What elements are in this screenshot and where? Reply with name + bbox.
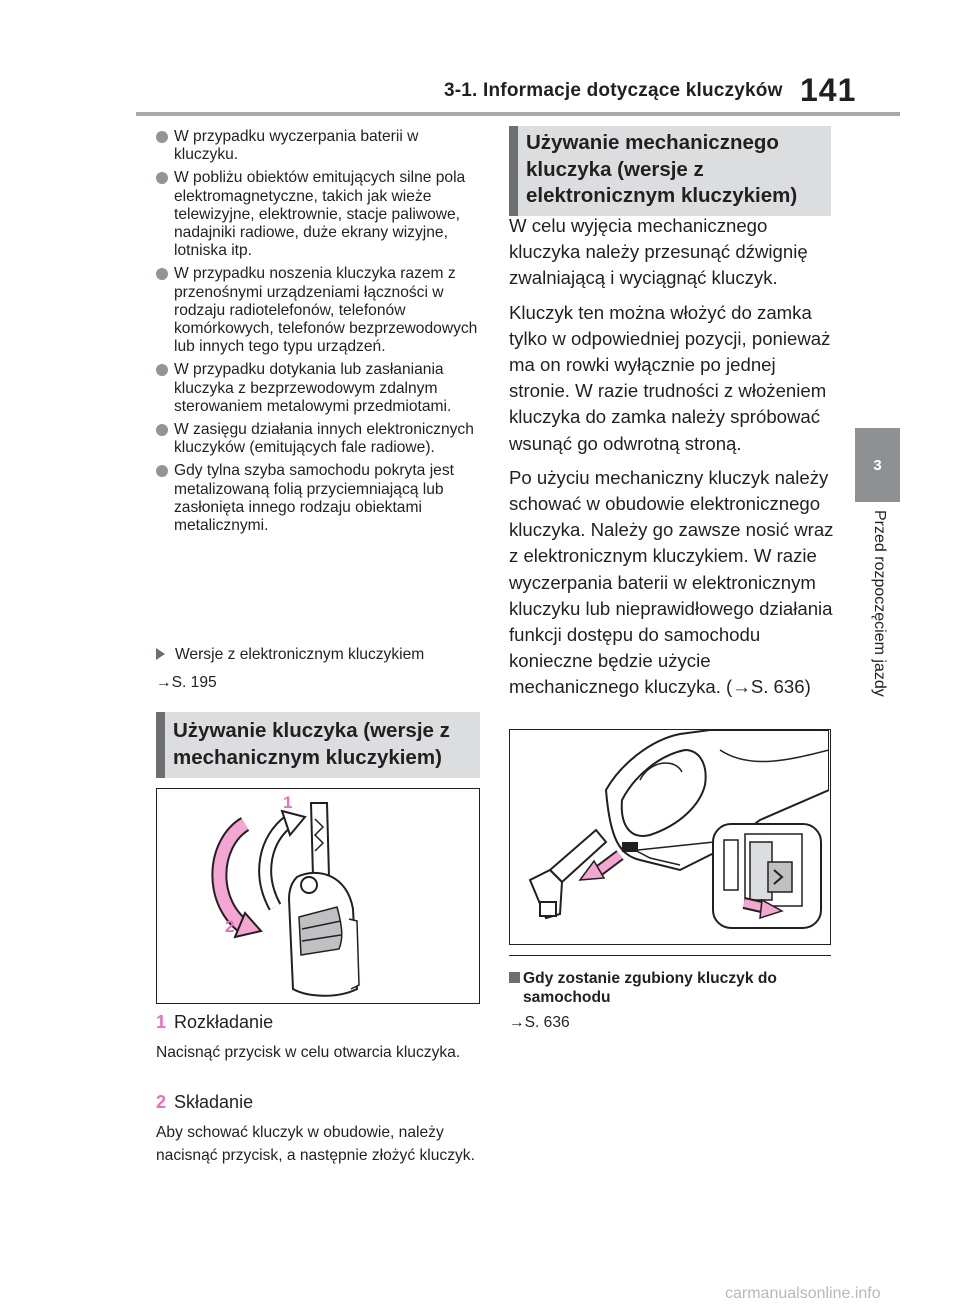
bullet-dot-icon	[156, 364, 168, 376]
chapter-tab[interactable]	[855, 428, 900, 502]
step-2-title: 2 Składanie	[156, 1092, 254, 1112]
smart-key-illustration	[509, 729, 831, 945]
bullet-list	[156, 128, 486, 540]
square-bullet-icon	[509, 972, 520, 983]
version-note: Wersje z elektronicznym kluczykiem	[156, 646, 424, 664]
list-item: Gdy tylna szyba samochodu pokryta jest metalizowaną folią przyciemniającą lub zasłonięta innego rodzaju obiektami metalicznymi.	[156, 462, 486, 535]
figure-label-1: 1	[283, 793, 293, 812]
section-heading-electronic: Używanie mechanicznego kluczyka (wersje z elektronicznym kluczykiem)	[509, 126, 831, 216]
list-item: W pobliżu obiektów emitujących silne pola elektromagnetyczne, takich jak wieże telewizyjne, elektrownie, stacje paliwowe, nadajniki radiowe, duże ekrany wizyjne, lotniska itp.	[156, 169, 486, 260]
list-item: W przypadku noszenia kluczyka razem z przenośnymi urządzeniami łączności w rodzaju radiotelefonów, telefonów komórkowych, telefonów bezprzewodowych lub innych tego typu urządzeń.	[156, 265, 486, 356]
chapter-number: 3	[873, 456, 882, 474]
section-heading-mechanical: Używanie kluczyka (wersje z mechanicznym kluczykiem)	[156, 712, 480, 778]
step-1-description: Nacisnąć przycisk w celu otwarcia kluczyka.	[156, 1044, 461, 1061]
paragraph: Po użyciu mechaniczny kluczyk należy schować w obudowie elektronicznego kluczyka. Należy go zawsze nosić wraz z elektronicznym kluczykiem. W razie wyczerpania baterii w elektronicznym kluczyku lub nieprawidłowego działania funkcji dostępu do samochodu konieczne będzie użycie mechanicznego kluczyka. (→S. 636)	[509, 466, 834, 698]
list-item: W przypadku dotykania lub zasłaniania kluczyka z bezprzewodowym zdalnym sterowaniem metalowymi przedmiotami.	[156, 361, 486, 416]
bullet-dot-icon	[156, 424, 168, 436]
bullet-dot-icon	[156, 131, 168, 143]
body-text	[509, 213, 839, 709]
bullet-dot-icon	[156, 172, 168, 184]
paragraph: Kluczyk ten można włożyć do zamka tylko w odpowiedniej pozycji, ponieważ ma on rowki wyłącznie po jednej stronie. W razie trudności z włożeniem kluczyka do zamka należy spróbować wsunąć go odwrotną stroną.	[509, 301, 831, 454]
chapter-title: Przed rozpoczęciem jazdy	[871, 510, 888, 697]
flip-key-illustration	[156, 788, 480, 1004]
header-rule	[136, 112, 900, 116]
watermark: carmanualsonline.info	[725, 1285, 881, 1302]
page-reference-link[interactable]: →S. 636	[509, 1014, 570, 1031]
bullet-dot-icon	[156, 268, 168, 280]
subheading-lost-key: Gdy zostanie zgubiony kluczyk do samochodu	[509, 969, 853, 1007]
page-reference-link[interactable]: →S. 195	[156, 674, 217, 691]
triangle-arrow-icon	[156, 648, 165, 660]
figure-label-2: 2	[225, 917, 235, 936]
step-1-title: 1 Rozkładanie	[156, 1012, 274, 1032]
list-item: W zasięgu działania innych elektronicznych kluczyków (emitujących fale radiowe).	[156, 421, 486, 457]
divider	[509, 955, 831, 956]
section-title: 3-1. Informacje dotyczące kluczyków	[444, 80, 783, 101]
step-2-description: Aby schować kluczyk w obudowie, należy nacisnąć przycisk, a następnie złożyć kluczyk.	[156, 1124, 475, 1164]
bullet-dot-icon	[156, 465, 168, 477]
page-number: 141	[800, 72, 857, 108]
paragraph: W celu wyjęcia mechanicznego kluczyka należy przesunąć dźwignię zwalniającą i wyciągnąć kluczyk.	[509, 215, 808, 289]
list-item: W przypadku wyczerpania baterii w kluczyku.	[156, 128, 486, 164]
